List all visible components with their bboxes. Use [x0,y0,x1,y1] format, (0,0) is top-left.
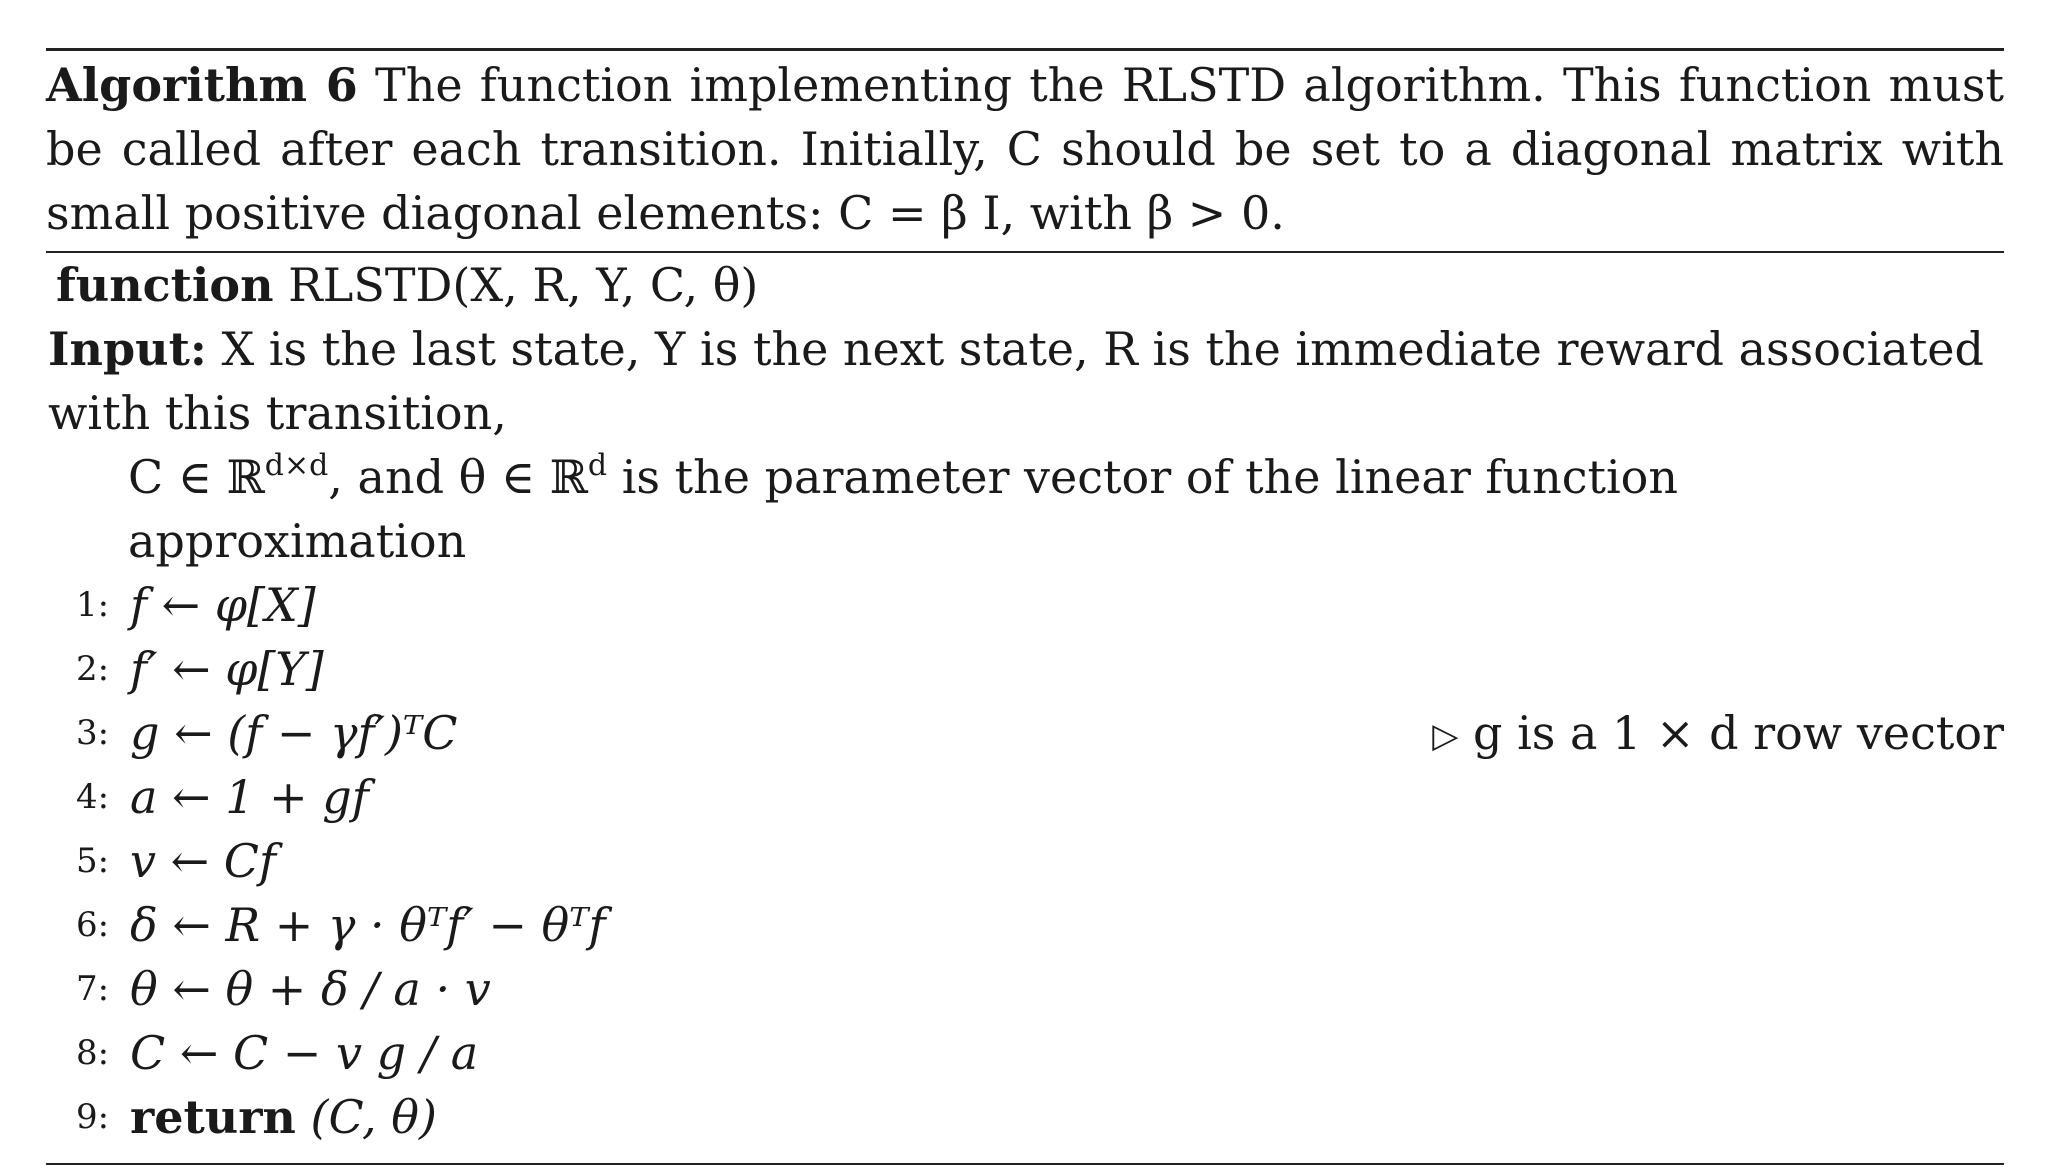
line-number: 3: [76,713,110,753]
algorithm-line-3 [46,701,2004,765]
input-keyword: Input: [48,322,207,376]
line-comment [1432,701,2004,768]
algorithm-line-9 [46,1085,2004,1149]
line-code: C ← C − v g / a [130,1026,479,1080]
line-code: v ← Cf [130,834,276,888]
algorithm-line-8 [46,1021,2004,1085]
line-number: 5: [76,841,110,881]
function-line [46,253,2004,317]
caption-text: The function implementing the RLSTD algorithm. This function must be called after each transition. Initially, C should be set to a diagonal matrix with small positive diagonal elements: C = β I, with β > 0. [46,58,2005,240]
algorithm-line-5 [46,829,2004,893]
line-number: 2: [76,649,110,689]
line-code: θ ← θ + δ / a · v [130,962,491,1016]
algorithm-caption [46,53,2004,245]
comment-triangle-icon: ▷ [1432,716,1459,756]
comment-text: g is a 1 × d row vector [1473,706,2004,760]
line-code [130,1085,437,1149]
line-number: 7: [76,969,110,1009]
input-cont-sup1: d×d [264,448,329,483]
algorithm-line-2 [46,637,2004,701]
function-signature: RLSTD(X, R, Y, C, θ) [288,258,759,312]
input-cont-post: is the parameter vector of the linear function approximation [128,450,1678,568]
algorithm-block [46,48,2004,1165]
algorithm-line-7 [46,957,2004,1021]
top-rule [46,48,2004,51]
input-cont-mid: , and θ ∈ ℝ [328,450,588,504]
line-code: g ← (f − γf′)ᵀC [130,706,458,760]
caption-label: Algorithm 6 [46,58,358,112]
line-number: 9: [76,1097,110,1137]
algorithm-body [46,253,2004,1149]
algorithm-line-1 [46,573,2004,637]
line-code: δ ← R + γ · θᵀf′ − θᵀf [130,898,606,952]
line-code: f ← φ[X] [130,578,316,632]
line-number: 8: [76,1033,110,1073]
return-keyword: return [130,1090,296,1144]
algorithm-line-4 [46,765,2004,829]
input-text: X is the last state, Y is the next state, R is the immediate reward associated with this transition, [48,322,1984,440]
input-line [46,317,2004,445]
line-number: 4: [76,777,110,817]
input-cont-pre: C ∈ ℝ [128,450,265,504]
algorithm-line-6 [46,893,2004,957]
return-value: (C, θ) [310,1090,437,1144]
line-number: 6: [76,905,110,945]
input-continuation [46,445,2004,573]
line-code: a ← 1 + gf [130,770,369,824]
input-cont-sup2: d [587,448,608,483]
line-number: 1: [76,585,110,625]
function-keyword: function [56,258,274,312]
line-code: f′ ← φ[Y] [130,642,324,696]
